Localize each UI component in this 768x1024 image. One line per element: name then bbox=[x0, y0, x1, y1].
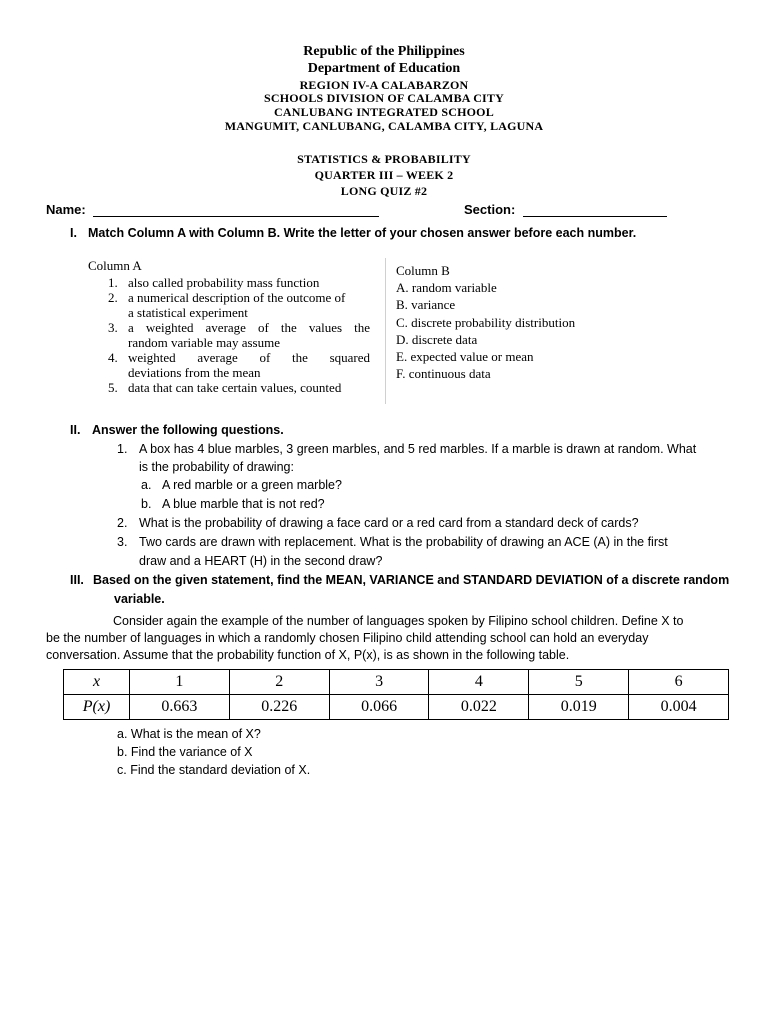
part3-paragraph-line2: be the number of languages in which a randomly chosen Filipino child attending school can hold an everyday bbox=[46, 631, 649, 645]
table-cell-p: 0.226 bbox=[229, 695, 329, 720]
q1b-text: A blue marble that is not red? bbox=[162, 497, 325, 511]
table-row-p bbox=[64, 695, 729, 720]
column-a bbox=[88, 258, 373, 273]
table-cell-x: 5 bbox=[529, 670, 629, 695]
column-b-item: B. variance bbox=[396, 297, 456, 313]
column-b-item: E. expected value or mean bbox=[396, 349, 534, 365]
probability-table bbox=[63, 669, 729, 720]
table-cell-p: 0.066 bbox=[329, 695, 429, 720]
header-school: CANLUBANG INTEGRATED SCHOOL bbox=[274, 105, 494, 119]
column-b-item: C. discrete probability distribution bbox=[396, 314, 576, 330]
name-label: Name: bbox=[46, 202, 86, 217]
header-region: REGION IV-A CALABARZON bbox=[299, 78, 469, 92]
header-quiz: LONG QUIZ #2 bbox=[340, 184, 428, 198]
column-a-num: 3. bbox=[108, 320, 118, 335]
question-std-dev: c. Find the standard deviation of X. bbox=[117, 763, 311, 777]
column-a-item-cont: deviations from the mean bbox=[128, 365, 261, 380]
part3-paragraph-line3: conversation. Assume that the probability function of X, P(x), is as shown in the following table. bbox=[46, 648, 570, 662]
column-a-item: data that can take certain values, counted bbox=[128, 380, 342, 395]
part3-instruction-cont: variable. bbox=[114, 592, 165, 606]
table-cell-p: 0.022 bbox=[429, 695, 529, 720]
column-a-list bbox=[108, 275, 370, 395]
name-field[interactable] bbox=[46, 202, 379, 217]
q3-text-cont: draw and a HEART (H) in the second draw? bbox=[139, 554, 383, 568]
part3-instruction: Based on the given statement, find the MEAN, VARIANCE and STANDARD DEVIATION of a discrete random bbox=[93, 573, 730, 587]
q3-text: Two cards are drawn with replacement. What is the probability of drawing an ACE (A) in the first bbox=[139, 535, 668, 549]
question-mean: a. What is the mean of X? bbox=[117, 727, 261, 741]
column-b-item: D. discrete data bbox=[396, 331, 478, 347]
column-a-item-cont: a statistical experiment bbox=[128, 305, 248, 320]
column-a-item: a weighted average of the values the bbox=[128, 320, 370, 335]
part2-instruction: Answer the following questions. bbox=[92, 423, 284, 437]
column-b-title: Column B bbox=[396, 263, 450, 278]
q1a-text: A red marble or a green marble? bbox=[162, 478, 342, 492]
table-cell-x: 6 bbox=[629, 670, 729, 695]
q1-text-cont: is the probability of drawing: bbox=[139, 460, 294, 474]
part1-numeral: I. bbox=[70, 226, 77, 240]
table-header-px: P(x) bbox=[64, 695, 130, 720]
part2-numeral: II. bbox=[70, 423, 81, 437]
column-a-item-cont: random variable may assume bbox=[128, 335, 280, 350]
header-department: Department of Education bbox=[307, 61, 461, 76]
section-label: Section: bbox=[464, 202, 516, 217]
part3-numeral: III. bbox=[70, 573, 84, 587]
name-blank[interactable] bbox=[93, 203, 379, 217]
column-b-item: A. random variable bbox=[396, 280, 497, 296]
q1a-label: a. bbox=[141, 478, 152, 492]
table-cell-p: 0.663 bbox=[130, 695, 230, 720]
question-variance: b. Find the variance of X bbox=[117, 745, 253, 759]
q2-text: What is the probability of drawing a face card or a red card from a standard deck of cards? bbox=[139, 516, 639, 530]
header-division: SCHOOLS DIVISION OF CALAMBA CITY bbox=[264, 91, 504, 105]
column-b-item: F. continuous data bbox=[396, 366, 491, 382]
table-header-x: x bbox=[64, 670, 130, 695]
table-cell-x: 3 bbox=[329, 670, 429, 695]
header-address: MANGUMIT, CANLUBANG, CALAMBA CITY, LAGUNA bbox=[224, 119, 544, 133]
header-subject: STATISTICS & PROBABILITY bbox=[297, 152, 471, 166]
column-a-num: 4. bbox=[108, 350, 118, 365]
column-a-item: weighted average of the squared bbox=[128, 350, 370, 365]
column-a-num: 2. bbox=[108, 290, 118, 305]
column-a-num: 5. bbox=[108, 380, 118, 395]
q2-number: 2. bbox=[117, 516, 128, 530]
column-a-item: a numerical description of the outcome of bbox=[128, 290, 346, 305]
q1-number: 1. bbox=[117, 442, 128, 456]
section-blank[interactable] bbox=[523, 203, 667, 217]
column-b bbox=[396, 262, 616, 382]
table-cell-x: 4 bbox=[429, 670, 529, 695]
header-republic: Republic of the Philippines bbox=[303, 44, 465, 59]
table-cell-p: 0.004 bbox=[629, 695, 729, 720]
part1-instruction: Match Column A with Column B. Write the letter of your chosen answer before each number. bbox=[88, 226, 637, 240]
q1b-label: b. bbox=[141, 497, 152, 511]
table-cell-x: 2 bbox=[229, 670, 329, 695]
section-field[interactable] bbox=[464, 202, 667, 217]
column-divider bbox=[385, 258, 386, 404]
column-a-item: also called probability mass function bbox=[128, 275, 320, 290]
part3-paragraph-line1: Consider again the example of the number of languages spoken by Filipino school children. Define X to bbox=[113, 614, 684, 628]
q3-number: 3. bbox=[117, 535, 128, 549]
q1-text: A box has 4 blue marbles, 3 green marbles, and 5 red marbles. If a marble is drawn at random. What bbox=[139, 442, 697, 456]
table-cell-p: 0.019 bbox=[529, 695, 629, 720]
table-row-x bbox=[64, 670, 729, 695]
table-cell-x: 1 bbox=[130, 670, 230, 695]
column-a-title: Column A bbox=[88, 258, 142, 273]
column-a-num: 1. bbox=[108, 275, 118, 290]
header-quarter: QUARTER III – WEEK 2 bbox=[314, 168, 454, 182]
